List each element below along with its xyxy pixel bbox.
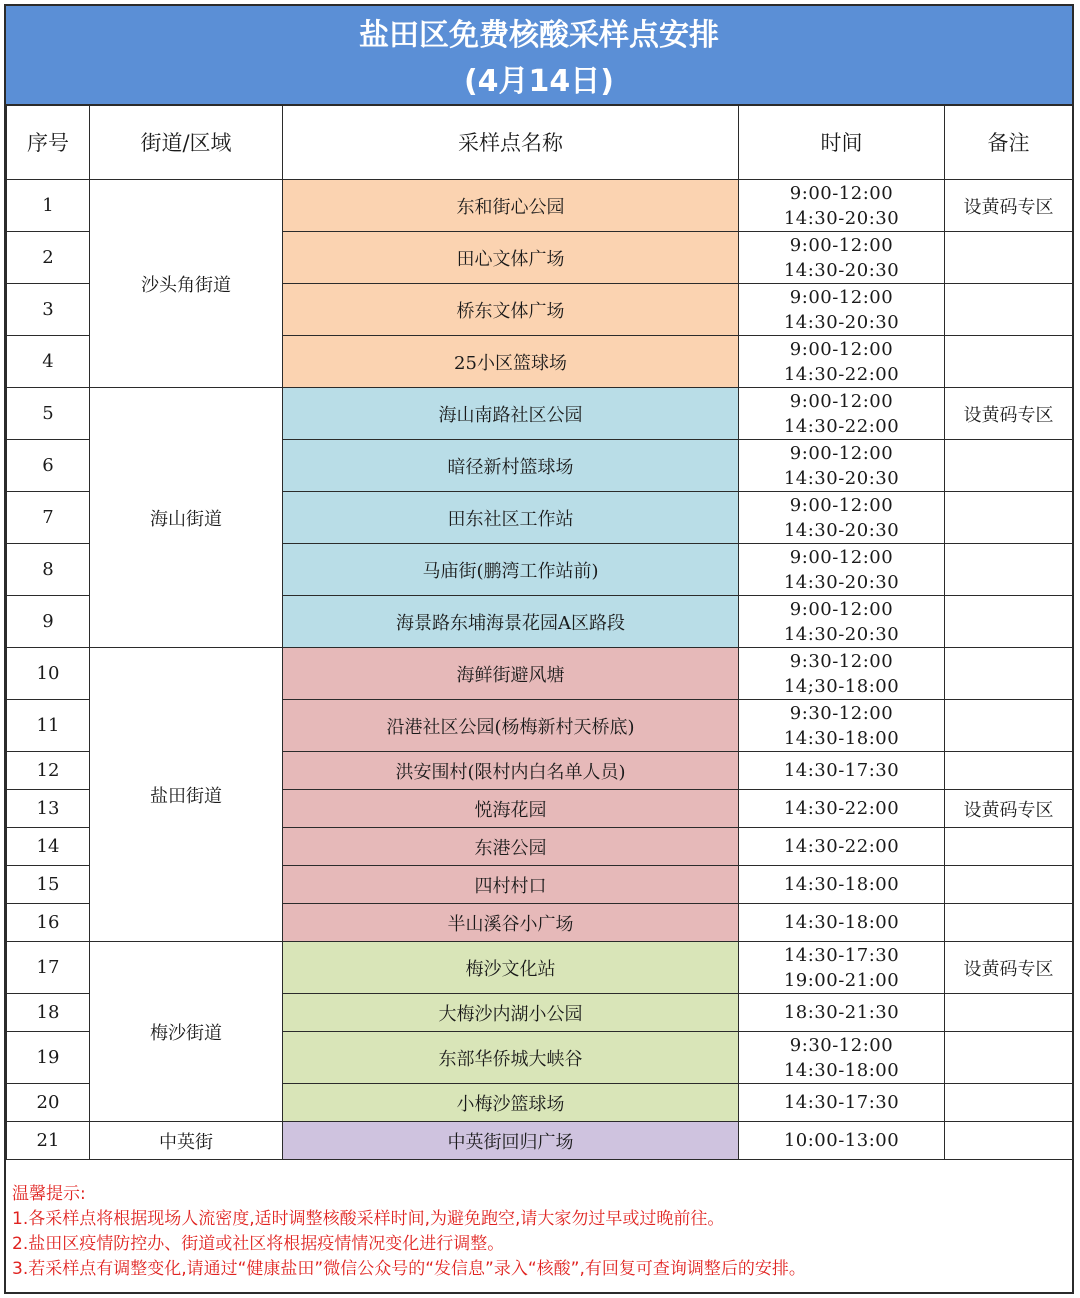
tip-item-2: 2.盐田区疫情防控办、街道或社区将根据疫情情况变化进行调整。 bbox=[12, 1234, 505, 1254]
note-cell bbox=[945, 752, 1073, 790]
time-cell bbox=[739, 492, 945, 544]
time-slot-1: 14:30-22:00 bbox=[783, 836, 900, 857]
header-row bbox=[7, 105, 1073, 180]
time-slot-1: 14:30-17:30 bbox=[783, 760, 900, 781]
site-name: 25小区篮球场 bbox=[283, 336, 739, 388]
time-slot-1: 9:00-12:00 bbox=[789, 390, 894, 412]
time-cell bbox=[739, 284, 945, 336]
row-number: 7 bbox=[7, 492, 90, 544]
tips-heading: 温馨提示: bbox=[12, 1184, 86, 1204]
site-name: 海山南路社区公园 bbox=[283, 388, 739, 440]
site-name: 沿港社区公园(杨梅新村天桥底) bbox=[283, 700, 739, 752]
note-cell bbox=[945, 994, 1073, 1032]
row-number: 6 bbox=[7, 440, 90, 492]
tips-section bbox=[6, 1166, 1072, 1292]
title-bar bbox=[6, 6, 1072, 106]
table-row bbox=[7, 180, 1073, 232]
table-row bbox=[7, 648, 1073, 700]
street-name: 中英街 bbox=[90, 1122, 283, 1160]
time-slot-1: 9:00-12:00 bbox=[789, 182, 894, 204]
time-slot-1: 10:00-13:00 bbox=[783, 1130, 900, 1151]
site-name: 梅沙文化站 bbox=[283, 942, 739, 994]
site-name: 小梅沙篮球场 bbox=[283, 1084, 739, 1122]
row-number: 10 bbox=[7, 648, 90, 700]
schedule-frame bbox=[4, 4, 1074, 1294]
note-cell bbox=[945, 904, 1073, 942]
time-slot-1: 9:00-12:00 bbox=[789, 442, 894, 464]
time-cell bbox=[739, 544, 945, 596]
time-slot-1: 14:30-18:00 bbox=[783, 912, 900, 933]
note-cell bbox=[945, 1032, 1073, 1084]
note-cell bbox=[945, 700, 1073, 752]
time-slot-1: 9:00-12:00 bbox=[789, 494, 894, 516]
time-cell bbox=[739, 700, 945, 752]
note-cell bbox=[945, 336, 1073, 388]
note-cell bbox=[945, 1084, 1073, 1122]
site-name: 马庙街(鹏湾工作站前) bbox=[283, 544, 739, 596]
site-name: 洪安围村(限村内白名单人员) bbox=[283, 752, 739, 790]
note-cell bbox=[945, 828, 1073, 866]
time-cell bbox=[739, 904, 945, 942]
site-name: 大梅沙内湖小公园 bbox=[283, 994, 739, 1032]
time-slot-2: 14:30-20:30 bbox=[783, 519, 900, 541]
site-name: 田东社区工作站 bbox=[283, 492, 739, 544]
note-cell bbox=[945, 232, 1073, 284]
site-name: 四村村口 bbox=[283, 866, 739, 904]
note-cell bbox=[945, 544, 1073, 596]
note-cell bbox=[945, 284, 1073, 336]
time-slot-1: 9:30-12:00 bbox=[789, 650, 894, 672]
row-number: 8 bbox=[7, 544, 90, 596]
street-name: 沙头角街道 bbox=[90, 180, 283, 388]
time-slot-2: 14:30-20:30 bbox=[783, 467, 900, 489]
row-number: 9 bbox=[7, 596, 90, 648]
time-slot-2: 19:00-21:00 bbox=[783, 969, 900, 991]
time-cell bbox=[739, 336, 945, 388]
time-slot-1: 14:30-22:00 bbox=[783, 798, 900, 819]
note-cell: 设黄码专区 bbox=[945, 942, 1073, 994]
site-name: 悦海花园 bbox=[283, 790, 739, 828]
row-number: 1 bbox=[7, 180, 90, 232]
note-cell bbox=[945, 596, 1073, 648]
time-slot-1: 18:30-21:30 bbox=[783, 1002, 900, 1023]
table-row bbox=[7, 388, 1073, 440]
time-slot-1: 9:00-12:00 bbox=[789, 338, 894, 360]
row-number: 12 bbox=[7, 752, 90, 790]
time-cell bbox=[739, 866, 945, 904]
row-number: 16 bbox=[7, 904, 90, 942]
row-number: 15 bbox=[7, 866, 90, 904]
note-cell bbox=[945, 492, 1073, 544]
site-name: 田心文体广场 bbox=[283, 232, 739, 284]
time-cell bbox=[739, 648, 945, 700]
row-number: 3 bbox=[7, 284, 90, 336]
page-subtitle-date: (4月14日) bbox=[463, 64, 615, 99]
time-cell bbox=[739, 596, 945, 648]
time-cell bbox=[739, 1122, 945, 1160]
row-number: 4 bbox=[7, 336, 90, 388]
time-slot-2: 14:30-20:30 bbox=[783, 311, 900, 333]
row-number: 19 bbox=[7, 1032, 90, 1084]
note-cell bbox=[945, 866, 1073, 904]
time-slot-2: 14:30-20:30 bbox=[783, 259, 900, 281]
time-slot-1: 9:00-12:00 bbox=[789, 598, 894, 620]
note-cell: 设黄码专区 bbox=[945, 180, 1073, 232]
time-cell bbox=[739, 440, 945, 492]
time-slot-2: 14:30-20:30 bbox=[783, 207, 900, 229]
time-slot-1: 9:00-12:00 bbox=[789, 286, 894, 308]
time-cell bbox=[739, 1032, 945, 1084]
note-cell: 设黄码专区 bbox=[945, 790, 1073, 828]
header-site: 采样点名称 bbox=[283, 105, 739, 180]
time-cell bbox=[739, 180, 945, 232]
row-number: 20 bbox=[7, 1084, 90, 1122]
row-number: 11 bbox=[7, 700, 90, 752]
site-name: 半山溪谷小广场 bbox=[283, 904, 739, 942]
street-name: 梅沙街道 bbox=[90, 942, 283, 1122]
header-note: 备注 bbox=[945, 105, 1073, 180]
row-number: 17 bbox=[7, 942, 90, 994]
time-slot-2: 14:30-22:00 bbox=[783, 363, 900, 385]
row-number: 18 bbox=[7, 994, 90, 1032]
table-row bbox=[7, 942, 1073, 994]
site-name: 东港公园 bbox=[283, 828, 739, 866]
site-name: 东部华侨城大峡谷 bbox=[283, 1032, 739, 1084]
schedule-table bbox=[6, 104, 1073, 1160]
row-number: 13 bbox=[7, 790, 90, 828]
note-cell bbox=[945, 1122, 1073, 1160]
time-slot-1: 14:30-17:30 bbox=[783, 944, 900, 966]
site-name: 海景路东埔海景花园A区路段 bbox=[283, 596, 739, 648]
time-slot-1: 14:30-18:00 bbox=[783, 874, 900, 895]
time-cell bbox=[739, 752, 945, 790]
time-cell bbox=[739, 994, 945, 1032]
time-cell bbox=[739, 1084, 945, 1122]
time-cell bbox=[739, 942, 945, 994]
time-slot-1: 9:30-12:00 bbox=[789, 702, 894, 724]
street-name: 盐田街道 bbox=[90, 648, 283, 942]
site-name: 海鲜街避风塘 bbox=[283, 648, 739, 700]
site-name: 东和街心公园 bbox=[283, 180, 739, 232]
row-number: 21 bbox=[7, 1122, 90, 1160]
note-cell bbox=[945, 648, 1073, 700]
time-slot-2: 14:30-18:00 bbox=[783, 1059, 900, 1081]
time-slot-2: 14:30-20:30 bbox=[783, 571, 900, 593]
table-row bbox=[7, 1122, 1073, 1160]
tip-item-1: 1.各采样点将根据现场人流密度,适时调整核酸采样时间,为避免跑空,请大家勿过早或过晚前往。 bbox=[12, 1209, 725, 1229]
time-cell bbox=[739, 828, 945, 866]
header-time: 时间 bbox=[739, 105, 945, 180]
header-no: 序号 bbox=[7, 105, 90, 180]
row-number: 14 bbox=[7, 828, 90, 866]
tip-item-3: 3.若采样点有调整变化,请通过“健康盐田”微信公众号的“发信息”录入“核酸”,有回复可查询调整后的安排。 bbox=[12, 1259, 806, 1279]
time-slot-1: 9:00-12:00 bbox=[789, 234, 894, 256]
site-name: 中英街回归广场 bbox=[283, 1122, 739, 1160]
street-name: 海山街道 bbox=[90, 388, 283, 648]
time-cell bbox=[739, 790, 945, 828]
row-number: 2 bbox=[7, 232, 90, 284]
time-slot-1: 14:30-17:30 bbox=[783, 1092, 900, 1113]
table-body bbox=[7, 180, 1073, 1160]
time-slot-2: 14;30-18:00 bbox=[783, 675, 900, 697]
time-slot-1: 9:00-12:00 bbox=[789, 546, 894, 568]
site-name: 暗径新村篮球场 bbox=[283, 440, 739, 492]
time-slot-2: 14:30-18:00 bbox=[783, 727, 900, 749]
time-slot-2: 14:30-20:30 bbox=[783, 623, 900, 645]
page-title: 盐田区免费核酸采样点安排 bbox=[359, 18, 719, 53]
time-slot-1: 9:30-12:00 bbox=[789, 1034, 894, 1056]
site-name: 桥东文体广场 bbox=[283, 284, 739, 336]
time-cell bbox=[739, 232, 945, 284]
note-cell: 设黄码专区 bbox=[945, 388, 1073, 440]
time-slot-2: 14:30-22:00 bbox=[783, 415, 900, 437]
row-number: 5 bbox=[7, 388, 90, 440]
note-cell bbox=[945, 440, 1073, 492]
time-cell bbox=[739, 388, 945, 440]
header-street: 街道/区域 bbox=[90, 105, 283, 180]
